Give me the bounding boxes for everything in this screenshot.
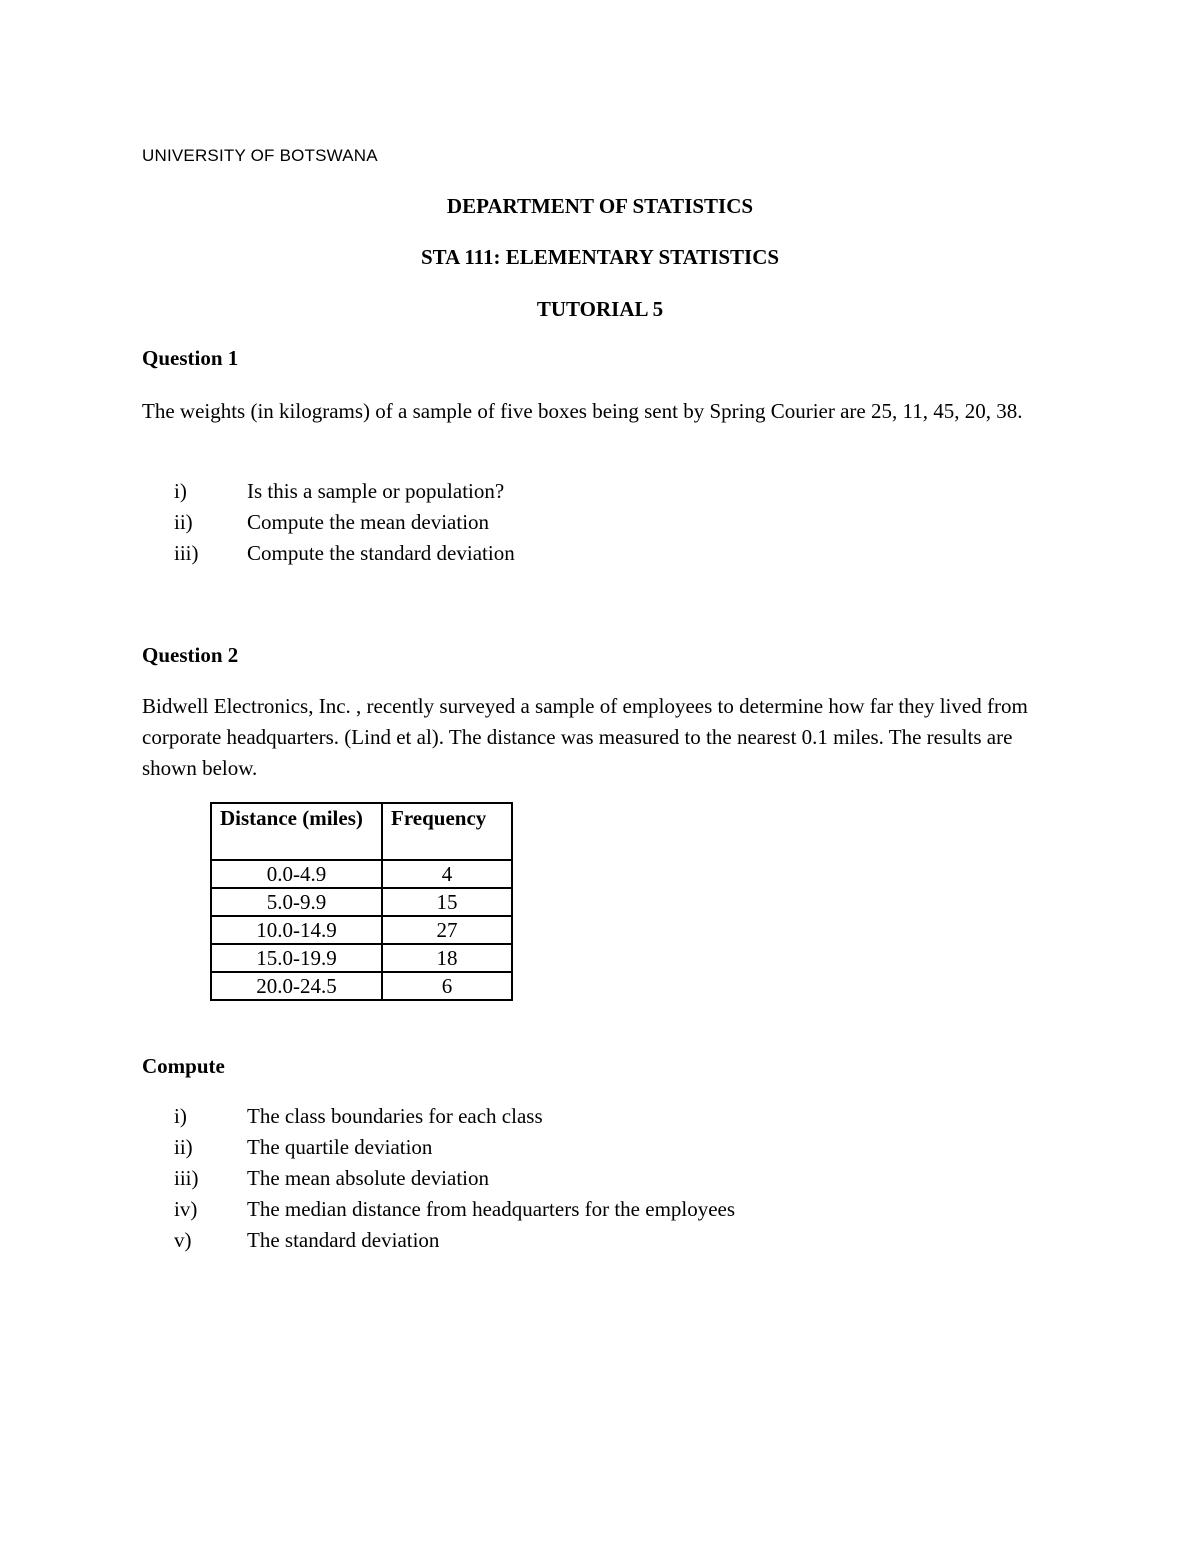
table-cell: 20.0-24.5: [211, 972, 382, 1000]
list-item-number: iv): [174, 1197, 198, 1221]
list-item-text: The mean absolute deviation: [247, 1166, 490, 1190]
table-cell: 10.0-14.9: [211, 916, 382, 944]
list-item-number: ii): [174, 510, 193, 534]
list-item-number: ii): [174, 1135, 193, 1159]
department-title: DEPARTMENT OF STATISTICS: [446, 194, 754, 218]
list-item-text: The median distance from headquarters for the employees: [247, 1197, 736, 1221]
list-item-number: i): [174, 479, 187, 503]
list-item-text: The standard deviation: [247, 1228, 440, 1252]
list-item-text: Is this a sample or population?: [247, 479, 505, 503]
list-item-text: Compute the mean deviation: [247, 510, 490, 534]
list-item-text: The quartile deviation: [247, 1135, 433, 1159]
question-2-text: Bidwell Electronics, Inc. , recently surveyed a sample of employees to determine how far they lived from corporate headquarters. (Lind et al). The distance was measured to the nearest 0.1 miles. The results are shown below.: [142, 694, 1028, 780]
list-item-text: Compute the standard deviation: [247, 541, 515, 565]
table-row: [211, 916, 512, 944]
question-2-heading: Question 2: [142, 643, 239, 667]
compute-heading: Compute: [142, 1054, 225, 1078]
table-cell: 4: [382, 860, 512, 888]
course-title: STA 111: ELEMENTARY STATISTICS: [420, 245, 780, 269]
table-cell: 15: [382, 888, 512, 916]
table-header-distance: Distance (miles): [211, 803, 382, 860]
list-item-text: The class boundaries for each class: [247, 1104, 543, 1128]
table-header-frequency: Frequency: [382, 803, 512, 860]
table-cell: 15.0-19.9: [211, 944, 382, 972]
table-cell: 6: [382, 972, 512, 1000]
table-cell: 27: [382, 916, 512, 944]
table-row: [211, 944, 512, 972]
question-1-heading: Question 1: [142, 346, 239, 370]
university-name: UNIVERSITY OF BOTSWANA: [142, 146, 378, 165]
table-cell: 18: [382, 944, 512, 972]
question-1-text: The weights (in kilograms) of a sample of five boxes being sent by Spring Courier are 25, 11, 45, 20, 38.: [142, 399, 1023, 423]
list-item-number: v): [174, 1228, 192, 1252]
list-item-number: i): [174, 1104, 187, 1128]
table-row: [211, 860, 512, 888]
frequency-table: [210, 802, 513, 1001]
tutorial-title: TUTORIAL 5: [536, 297, 664, 321]
list-item-number: iii): [174, 1166, 199, 1190]
table-cell: 5.0-9.9: [211, 888, 382, 916]
table-row: [211, 888, 512, 916]
list-item-number: iii): [174, 541, 199, 565]
table-cell: 0.0-4.9: [211, 860, 382, 888]
table-row: [211, 972, 512, 1000]
table-header-row: [211, 803, 512, 860]
